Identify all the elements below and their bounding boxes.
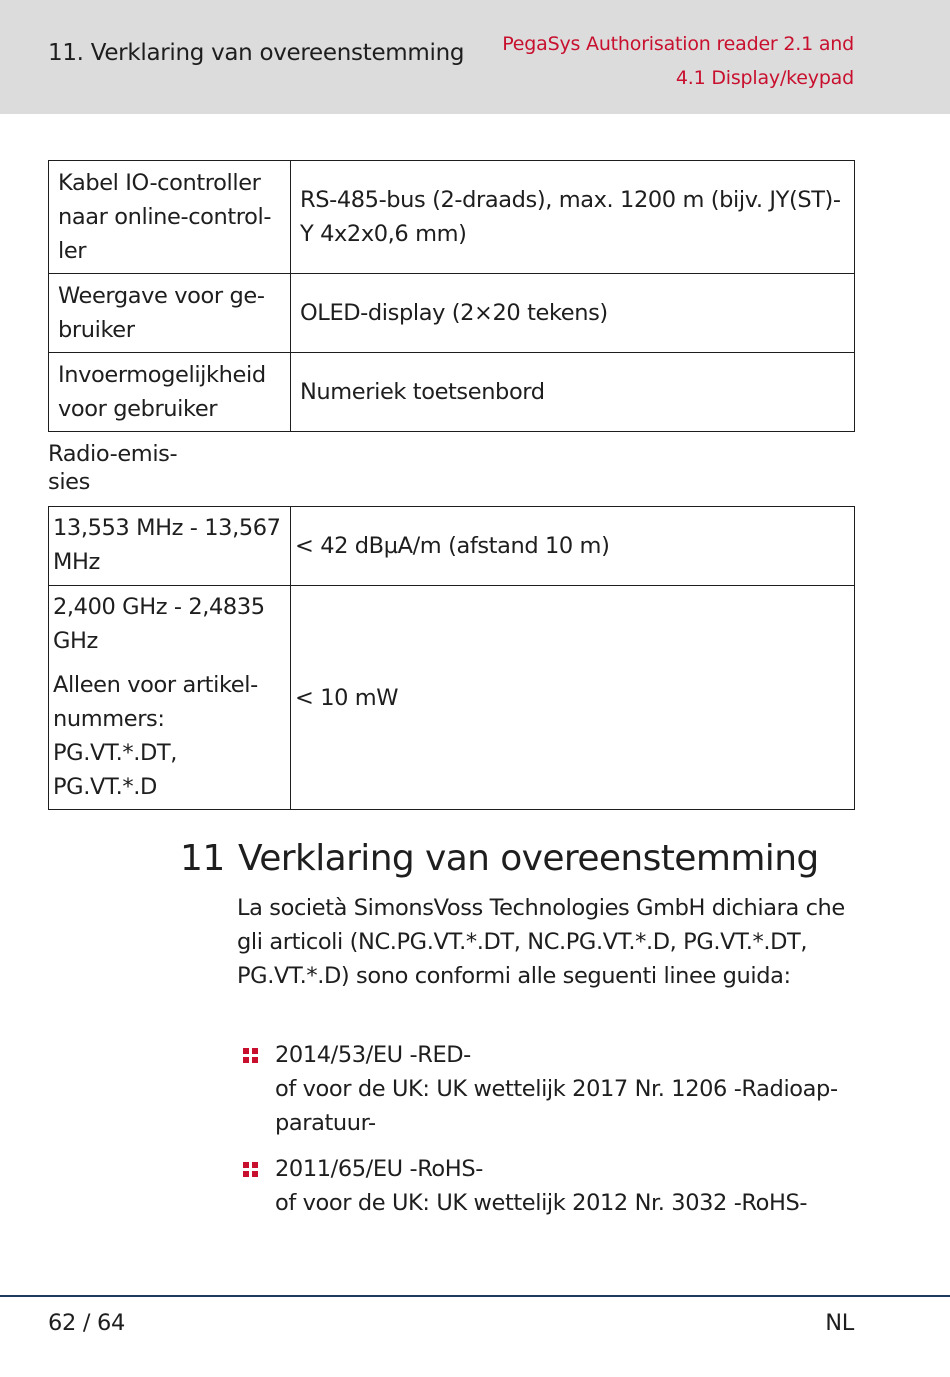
red-square-bullet-icon [243,1048,259,1063]
list-item [243,1152,863,1220]
page-header [0,0,950,114]
specs-table [48,160,855,432]
language-code: NL [825,1310,854,1336]
radio-emissions-table [48,506,855,810]
radio-label-13mhz: 13,553 MHz - 13,567 MHz [49,507,291,586]
header-product-line-2: 4.1 Display/keypad [675,67,854,89]
list-item [243,1038,863,1140]
header-product-name [502,27,854,95]
red-square-bullet-icon [243,1162,259,1177]
table-row [49,274,855,353]
radio-emissions-label: Radio-emissies [48,441,178,495]
header-section-title: 11. Verklaring van overeenstemming [48,40,465,66]
spec-label-input: Invoermogelijkheid voor gebruiker [49,353,291,432]
radio-label-cell-2ghz [49,586,291,810]
page-number: 62 / 64 [48,1310,126,1336]
table-row [49,507,855,586]
directive-uk-note: of voor de UK: UK wettelijk 2017 Nr. 1206 -Radioapparatuur- [275,1076,839,1136]
spec-label-display: Weergave voor gebruiker [49,274,291,353]
section-title: Verklaring van overeenstemming [238,838,819,879]
table-row [49,161,855,274]
spec-label-cable: Kabel IO-controller naar online-controller [49,161,291,274]
directive-code: 2014/53/EU -RED- [275,1042,471,1068]
table-row [49,353,855,432]
section-body: La società SimonsVoss Technologies GmbH dichiara che gli articoli (NC.PG.VT.*.DT, NC.PG.VT.*.D, PG.VT.*.DT, PG.VT.*.D) sono conformi alle seguenti linee guida: [237,895,845,989]
spec-value-input: Numeriek toetsenbord [291,353,855,432]
spec-value-cable: RS-485-bus (2-draads), max. 1200 m (bijv. JY(ST)-Y 4x2x0,6 mm) [291,161,855,274]
radio-value-2ghz: < 10 mW [291,586,855,810]
directive-uk-note: of voor de UK: UK wettelijk 2012 Nr. 3032 -RoHS- [275,1190,808,1216]
spec-value-display: OLED-display (2×20 tekens) [291,274,855,353]
radio-label-2ghz: 2,400 GHz - 2,4835 GHz [53,594,265,654]
directive-code: 2011/65/EU -RoHS- [275,1156,483,1182]
radio-note-2ghz: Alleen voor artikelnummers: PG.VT.*.DT, PG.VT.*.D [53,672,259,800]
radio-value-13mhz: < 42 dBµA/m (afstand 10 m) [291,507,855,586]
directive-list [243,1038,863,1232]
footer-divider [0,1295,950,1297]
table-row [49,586,855,810]
header-product-line-1: PegaSys Authorisation reader 2.1 and [502,33,854,55]
section-number: 11 [180,838,225,879]
